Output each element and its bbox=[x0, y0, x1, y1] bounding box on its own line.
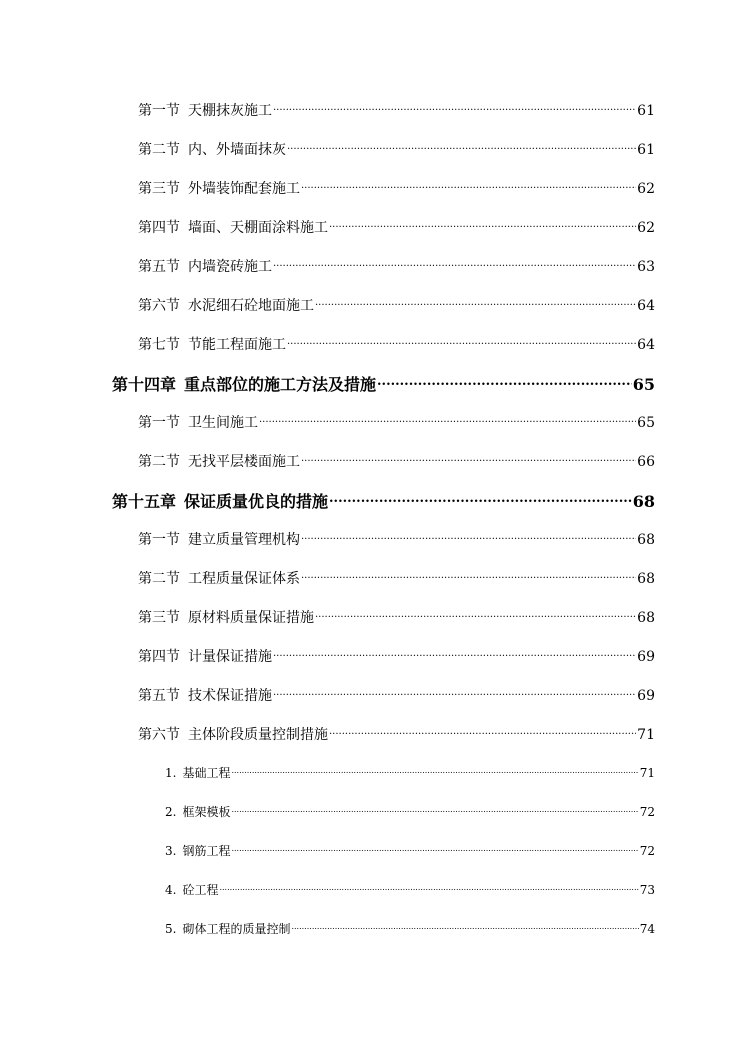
toc-chapter-title: 保证质量优良的措施 bbox=[184, 492, 329, 511]
toc-item-page: 73 bbox=[639, 883, 655, 897]
toc-entry-title: 计量保证措施 bbox=[188, 649, 272, 665]
toc-item[interactable] bbox=[165, 920, 655, 937]
toc-entry-page: 69 bbox=[637, 649, 655, 665]
toc-item-page: 72 bbox=[639, 805, 655, 819]
toc-item-title: 基础工程 bbox=[182, 766, 231, 780]
toc-entry-page: 68 bbox=[637, 610, 655, 626]
toc-entry[interactable] bbox=[138, 295, 655, 315]
toc-item-title: 框架模板 bbox=[182, 805, 231, 819]
toc-entry-title: 主体阶段质量控制措施 bbox=[188, 727, 328, 743]
toc-item[interactable] bbox=[165, 881, 655, 898]
toc-item[interactable] bbox=[165, 803, 655, 820]
toc-entry[interactable] bbox=[138, 568, 655, 588]
toc-entry-title: 建立质量管理机构 bbox=[188, 532, 300, 548]
toc-item-number: 1. bbox=[165, 766, 177, 780]
toc-entry-page: 69 bbox=[637, 688, 655, 704]
toc-entry-title: 原材料质量保证措施 bbox=[188, 610, 314, 626]
toc-entry-number: 第二节 bbox=[138, 571, 180, 587]
toc-entry-page: 63 bbox=[637, 259, 655, 275]
toc-item-title: 砼工程 bbox=[182, 883, 219, 897]
toc-entry-page: 68 bbox=[637, 571, 655, 587]
toc-entry-number: 第五节 bbox=[138, 259, 180, 275]
dot-leader bbox=[301, 452, 636, 466]
toc-chapter-page: 68 bbox=[632, 492, 655, 511]
dot-leader bbox=[273, 257, 636, 271]
toc-entry[interactable] bbox=[138, 217, 655, 237]
toc-entry-number: 第二节 bbox=[138, 454, 180, 470]
dot-leader bbox=[291, 921, 638, 933]
toc-item-title: 钢筋工程 bbox=[182, 844, 231, 858]
toc-entry-number: 第七节 bbox=[138, 337, 180, 353]
toc-entry-number: 第五节 bbox=[138, 688, 180, 704]
dot-leader bbox=[273, 686, 636, 700]
toc-entry-title: 卫生间施工 bbox=[188, 415, 258, 431]
toc-entry-number: 第一节 bbox=[138, 415, 180, 431]
toc-entry-number: 第四节 bbox=[138, 649, 180, 665]
toc-chapter[interactable] bbox=[112, 489, 655, 512]
toc-chapter[interactable] bbox=[112, 372, 655, 395]
toc-entry-page: 62 bbox=[637, 220, 655, 236]
toc-entry-number: 第二节 bbox=[138, 142, 180, 158]
dot-leader bbox=[315, 608, 636, 622]
dot-leader bbox=[315, 296, 636, 310]
toc-entry-page: 64 bbox=[637, 337, 655, 353]
toc-entry-page: 61 bbox=[637, 103, 655, 119]
toc-entry-title: 节能工程面施工 bbox=[188, 337, 286, 353]
dot-leader bbox=[259, 413, 636, 427]
dot-leader bbox=[301, 530, 636, 544]
toc-entry[interactable] bbox=[138, 451, 655, 471]
toc-entry-number: 第一节 bbox=[138, 103, 180, 119]
toc-entry-title: 内墙瓷砖施工 bbox=[188, 259, 272, 275]
toc-entry-title: 无找平层楼面施工 bbox=[188, 454, 300, 470]
dot-leader bbox=[231, 843, 638, 855]
toc-entry-title: 水泥细石砼地面施工 bbox=[188, 298, 314, 314]
toc-entry-number: 第六节 bbox=[138, 298, 180, 314]
toc-item-number: 3. bbox=[165, 844, 177, 858]
toc-entry-number: 第三节 bbox=[138, 610, 180, 626]
dot-leader bbox=[231, 765, 638, 777]
toc-entry-page: 71 bbox=[637, 727, 655, 743]
toc-entry-title: 墙面、天棚面涂料施工 bbox=[188, 220, 328, 236]
toc-chapter-title: 重点部位的施工方法及措施 bbox=[184, 375, 377, 394]
toc-entry[interactable] bbox=[138, 607, 655, 627]
dot-leader bbox=[329, 725, 636, 739]
toc-entry-page: 64 bbox=[637, 298, 655, 314]
toc-item-title: 砌体工程的质量控制 bbox=[182, 922, 291, 936]
dot-leader bbox=[219, 882, 638, 894]
dot-leader bbox=[287, 140, 636, 154]
toc-entry-page: 61 bbox=[637, 142, 655, 158]
toc-entry[interactable] bbox=[138, 334, 655, 354]
toc-entry[interactable] bbox=[138, 178, 655, 198]
dot-leader bbox=[301, 179, 636, 193]
toc-chapter-number: 第十四章 bbox=[112, 375, 177, 394]
toc-entry-number: 第六节 bbox=[138, 727, 180, 743]
toc-item-number: 2. bbox=[165, 805, 177, 819]
toc-entry-page: 62 bbox=[637, 181, 655, 197]
toc-entry-number: 第三节 bbox=[138, 181, 180, 197]
toc-entry-number: 第一节 bbox=[138, 532, 180, 548]
toc-chapter-page: 65 bbox=[632, 375, 655, 394]
toc-entry[interactable] bbox=[138, 529, 655, 549]
toc-item[interactable] bbox=[165, 842, 655, 859]
dot-leader bbox=[329, 218, 636, 232]
toc-entry[interactable] bbox=[138, 685, 655, 705]
toc-entry[interactable] bbox=[138, 412, 655, 432]
toc-entry[interactable] bbox=[138, 256, 655, 276]
dot-leader bbox=[273, 647, 636, 661]
toc-entry[interactable] bbox=[138, 139, 655, 159]
toc-entry[interactable] bbox=[138, 724, 655, 744]
toc-entry-title: 外墙装饰配套施工 bbox=[188, 181, 300, 197]
toc-entry-title: 内、外墙面抹灰 bbox=[188, 142, 286, 158]
toc-entry-title: 技术保证措施 bbox=[188, 688, 272, 704]
toc-entry-page: 68 bbox=[637, 532, 655, 548]
toc-item-number: 5. bbox=[165, 922, 177, 936]
toc-chapter-number: 第十五章 bbox=[112, 492, 177, 511]
dot-leader bbox=[377, 374, 632, 390]
dot-leader bbox=[287, 335, 636, 349]
dot-leader bbox=[329, 491, 632, 507]
toc-entry-page: 66 bbox=[637, 454, 655, 470]
toc-item-page: 71 bbox=[639, 766, 655, 780]
toc-item-page: 72 bbox=[639, 844, 655, 858]
toc-item[interactable] bbox=[165, 764, 655, 781]
toc-entry[interactable] bbox=[138, 646, 655, 666]
toc-entry-title: 天棚抹灰施工 bbox=[188, 103, 272, 119]
toc-item-page: 74 bbox=[639, 922, 655, 936]
toc-entry-title: 工程质量保证体系 bbox=[188, 571, 300, 587]
toc-entry[interactable] bbox=[138, 100, 655, 120]
toc-entry-page: 65 bbox=[637, 415, 655, 431]
dot-leader bbox=[231, 804, 638, 816]
toc-entry-number: 第四节 bbox=[138, 220, 180, 236]
dot-leader bbox=[301, 569, 636, 583]
dot-leader bbox=[273, 101, 636, 115]
toc-item-number: 4. bbox=[165, 883, 177, 897]
